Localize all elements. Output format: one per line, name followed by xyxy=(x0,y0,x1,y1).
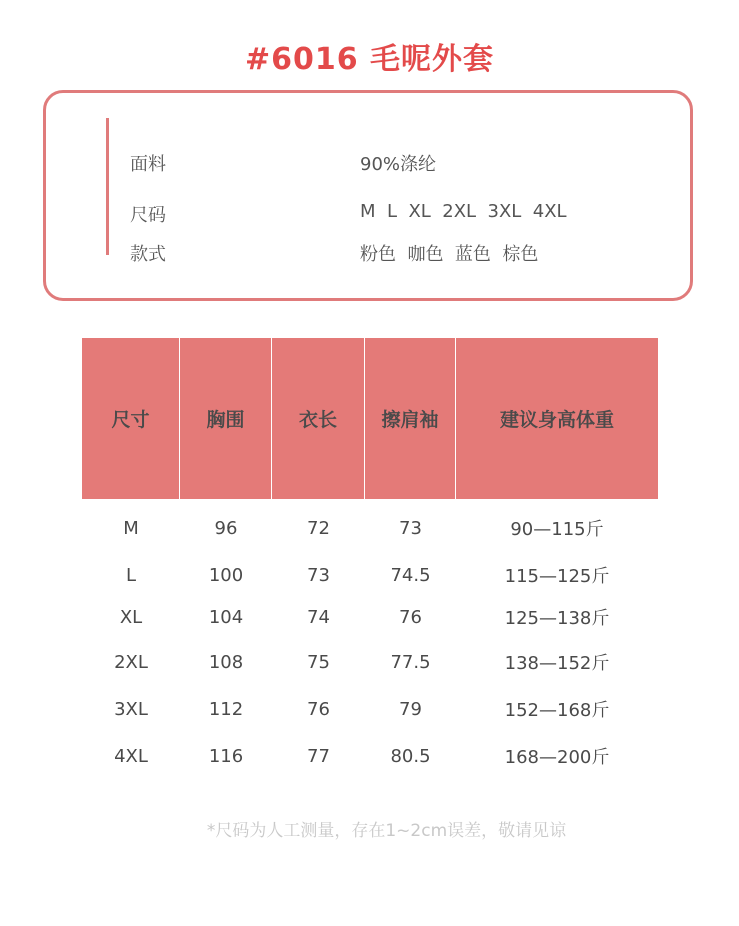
fabric-value: 90%涤纶 xyxy=(360,154,437,175)
cell-chest: 112 xyxy=(208,698,244,720)
cell-length: 73 xyxy=(307,564,330,586)
table-row xyxy=(82,513,658,543)
cell-shoulder-sleeve: 79 xyxy=(399,698,422,720)
cell-height-weight: 115—125斤 xyxy=(504,566,610,587)
cell-chest: 100 xyxy=(208,564,244,586)
cell-shoulder-sleeve: 76 xyxy=(399,606,422,628)
cell-chest: 116 xyxy=(208,745,244,767)
cell-size: M xyxy=(123,517,139,539)
cell-height-weight: 125—138斤 xyxy=(504,608,610,629)
cell-height-weight: 90—115斤 xyxy=(510,519,604,540)
table-row xyxy=(82,560,658,590)
cell-length: 76 xyxy=(307,698,330,720)
style-label: 款式 xyxy=(130,244,166,265)
table-row xyxy=(82,602,658,632)
size-label: 尺码 xyxy=(130,205,166,226)
table-row xyxy=(82,694,658,724)
accent-bar xyxy=(106,118,109,255)
style-value: 粉色 咖色 蓝色 棕色 xyxy=(360,244,539,265)
cell-height-weight: 152—168斤 xyxy=(504,700,610,721)
cell-chest: 96 xyxy=(214,517,238,539)
header-chest: 胸围 xyxy=(180,338,272,499)
cell-size: XL xyxy=(119,606,143,628)
cell-height-weight: 168—200斤 xyxy=(504,747,610,768)
header-shoulder-sleeve: 擦肩袖 xyxy=(365,338,456,499)
cell-shoulder-sleeve: 77.5 xyxy=(390,651,431,673)
table-row xyxy=(82,647,658,677)
cell-height-weight: 138—152斤 xyxy=(504,653,610,674)
cell-size: 4XL xyxy=(114,745,148,767)
cell-chest: 108 xyxy=(208,651,244,673)
cell-size: 3XL xyxy=(114,698,148,720)
table-row xyxy=(82,741,658,771)
header-length: 衣长 xyxy=(272,338,365,499)
measurement-note: *尺码为人工测量，存在1~2cm误差，敬请见谅 xyxy=(206,821,567,841)
cell-shoulder-sleeve: 73 xyxy=(399,517,422,539)
fabric-label: 面料 xyxy=(130,154,166,175)
size-table xyxy=(82,338,658,768)
product-info-box xyxy=(43,90,693,301)
cell-length: 77 xyxy=(307,745,330,767)
size-value: M L XL 2XL 3XL 4XL xyxy=(360,201,567,222)
cell-size: 2XL xyxy=(114,651,148,673)
cell-chest: 104 xyxy=(208,606,244,628)
cell-length: 74 xyxy=(307,606,330,628)
table-header xyxy=(82,338,658,499)
header-size: 尺寸 xyxy=(82,338,180,499)
cell-length: 75 xyxy=(307,651,330,673)
page-title: #6016 毛呢外套 xyxy=(244,42,495,77)
cell-length: 72 xyxy=(307,517,330,539)
cell-shoulder-sleeve: 74.5 xyxy=(390,564,431,586)
header-height-weight: 建议身高体重 xyxy=(499,409,614,431)
cell-size: L xyxy=(125,564,137,586)
cell-shoulder-sleeve: 80.5 xyxy=(390,745,431,767)
